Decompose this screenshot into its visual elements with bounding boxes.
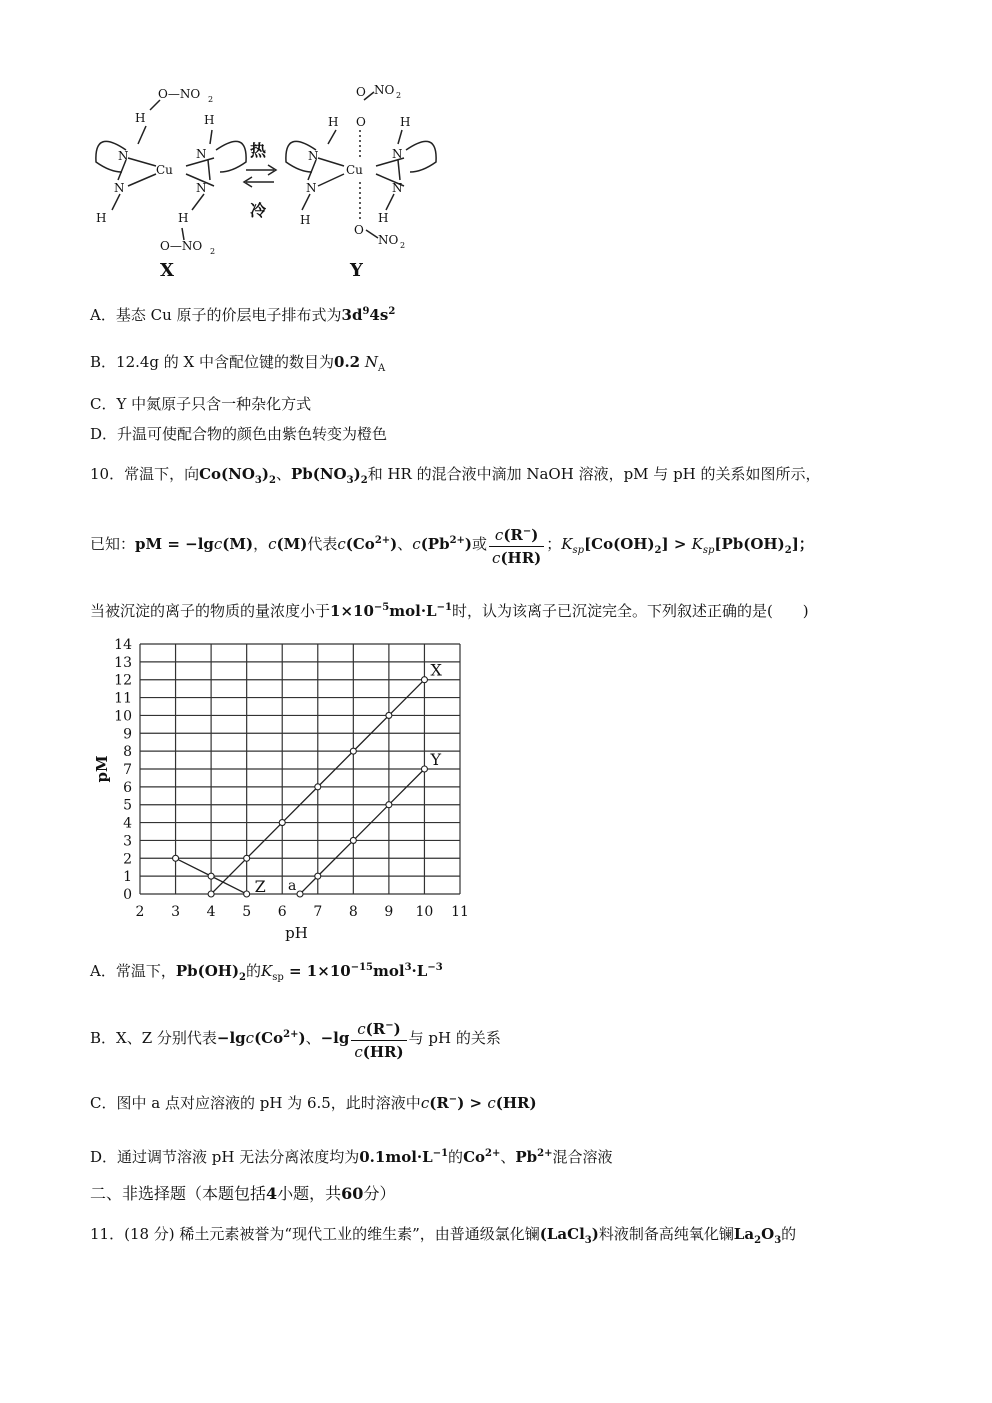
- q9-option-c: C．Y 中氮原子只含一种杂化方式: [90, 395, 312, 413]
- x-tick-label: 5: [242, 904, 252, 920]
- svg-text:H: H: [96, 211, 107, 225]
- complex-structure-diagram: [80, 70, 440, 285]
- x-bottom-o-no2: O—NO: [160, 239, 203, 253]
- y-tick-label: 10: [114, 708, 132, 725]
- data-point-z: [244, 891, 250, 897]
- q9-option-b: B．12.4g 的 X 中含配位键的数目为0.2 $N_A$: [90, 353, 386, 374]
- svg-text:NO: NO: [374, 83, 395, 97]
- svg-text:N: N: [196, 181, 207, 195]
- q10-option-d: D．通过调节溶液 pH 无法分离浓度均为$0.1mol\cdot L^{-1}$的$Co^{2+}$、$Pb^{2+}$混合溶液: [90, 1148, 613, 1166]
- q10-option-b: B．X、Z 分别代表$-\lg c(Co^{2+})$、−lg $\frac{c(R^-)}{c(HR)}$ 与 pH 的关系: [90, 1006, 501, 1067]
- x-tick-label: 10: [415, 904, 434, 920]
- x-tick-label: 7: [313, 904, 323, 920]
- data-point-y: [315, 873, 321, 879]
- data-point-x: [244, 855, 250, 861]
- y-tick-label: 14: [114, 637, 132, 653]
- q10-option-a: A．常温下，$Pb(OH)_2$的$K_{sp} = 1\times 10^{-15}mol^3\cdot L^{-3}$: [90, 962, 443, 983]
- svg-text:N: N: [308, 149, 319, 163]
- y-tick-label: 9: [123, 726, 132, 743]
- cold-label: 冷: [250, 201, 267, 220]
- y-tick-label: 6: [123, 779, 132, 796]
- x-tick-label: 6: [277, 904, 287, 920]
- data-point-y: [386, 802, 392, 808]
- x-axis-label: pH: [285, 924, 308, 942]
- section-2-heading: 二、非选择题（本题包括4小题，共60分）: [90, 1184, 396, 1203]
- r-over-hr-fraction: $\frac{c(R^-)}{c(HR)}$: [489, 521, 544, 569]
- svg-text:O: O: [356, 85, 366, 99]
- svg-text:2: 2: [400, 241, 406, 250]
- y-tick-label: 12: [114, 672, 132, 689]
- y-cu-center: Cu: [346, 163, 363, 177]
- q9-option-a: A．基态 Cu 原子的价层电子排布式为$3d^94s^2$: [90, 306, 396, 324]
- svg-text:H: H: [204, 113, 215, 127]
- svg-text:O: O: [356, 115, 366, 129]
- svg-text:N: N: [114, 181, 125, 195]
- x-tick-label: 9: [384, 904, 394, 920]
- svg-text:2: 2: [208, 95, 214, 104]
- x-tick-label: 4: [206, 904, 216, 920]
- data-point-y: [350, 837, 356, 843]
- data-point-x: [279, 820, 285, 826]
- data-point-y: [297, 891, 303, 897]
- data-point-x: [208, 891, 214, 897]
- svg-text:H: H: [328, 115, 339, 129]
- y-tick-label: 4: [123, 815, 132, 832]
- q11-stem: 11．(18 分) 稀土元素被誉为“现代工业的维生素”，由普通级氯化镧(LaCl$_3$)料液制备高纯氧化镧$La_2O_3$的: [90, 1225, 797, 1246]
- x-label: X: [160, 260, 174, 281]
- y-tick-label: 13: [114, 654, 132, 671]
- svg-text:H: H: [135, 111, 146, 125]
- svg-text:H: H: [300, 213, 311, 227]
- svg-text:H: H: [178, 211, 189, 225]
- data-point-x: [386, 712, 392, 718]
- x-cu-center: Cu: [156, 163, 173, 177]
- y-axis-label: pM: [93, 755, 111, 783]
- svg-text:N: N: [118, 149, 129, 163]
- annotation-point-a: a: [288, 878, 297, 894]
- y-tick-label: 1: [123, 869, 132, 886]
- series-label-y: Y: [430, 750, 442, 769]
- svg-text:NO: NO: [378, 233, 399, 247]
- y-label: Y: [350, 260, 363, 281]
- y-tick-label: 7: [123, 762, 132, 778]
- ph-pm-chart: [85, 632, 485, 947]
- x-tick-label: 3: [171, 904, 181, 920]
- series-label-x: X: [430, 660, 442, 680]
- svg-text:2: 2: [396, 91, 402, 100]
- data-point-y: [421, 766, 427, 772]
- data-point-x: [421, 677, 427, 683]
- y-tick-label: 8: [123, 744, 132, 761]
- y-tick-label: 11: [114, 690, 132, 707]
- x-top-o-no2: O—NO: [158, 87, 201, 101]
- q10-stem-line1: 10．常温下，向$Co(NO_3)_2$、$Pb(NO_3)_2$和 HR 的混合液中滴加 NaOH 溶液，pM 与 pH 的关系如图所示，: [90, 465, 821, 486]
- svg-text:N: N: [306, 181, 317, 195]
- y-tick-label: 3: [123, 833, 132, 850]
- svg-text:N: N: [196, 147, 207, 161]
- q10-stem-line2: 已知：pM = −lgc(M)，c(M)代表$c(Co^{2+})$、$c(Pb^{2+})$或 $\frac{c(R^-)}{c(HR)}$ ；$K_{sp}[Co(OH)_2] > K_{sp}[Pb(OH)_2]$；: [90, 512, 814, 580]
- data-point-x: [350, 748, 356, 754]
- data-point-z: [208, 873, 214, 879]
- y-tick-label: 0: [123, 887, 132, 903]
- svg-text:2: 2: [210, 247, 216, 256]
- heat-label: 热: [250, 141, 267, 160]
- y-tick-label: 2: [123, 851, 132, 868]
- svg-text:N: N: [392, 147, 403, 161]
- q10-stem-line3: 当被沉淀的离子的物质的量浓度小于$1\times 10^{-5}mol\cdot L^{-1}$时，认为该离子已沉淀完全。下列叙述正确的是( ): [90, 602, 809, 620]
- svg-text:H: H: [400, 115, 411, 129]
- data-point-z: [173, 855, 179, 861]
- svg-text:H: H: [378, 211, 389, 225]
- series-label-z: Z: [254, 877, 266, 896]
- svg-text:O: O: [354, 223, 364, 237]
- q9-option-d: D．升温可使配合物的颜色由紫色转变为橙色: [90, 425, 388, 443]
- svg-text:N: N: [392, 181, 403, 195]
- x-tick-label: 2: [135, 904, 145, 920]
- x-tick-label: 8: [348, 904, 358, 920]
- data-point-x: [315, 784, 321, 790]
- option-b-fraction: $\frac{c(R^-)}{c(HR)}$: [351, 1015, 406, 1063]
- x-tick-label: 11: [451, 904, 469, 920]
- y-tick-label: 5: [123, 797, 132, 814]
- q10-option-c: C．图中 a 点对应溶液的 pH 为 6.5，此时溶液中c(R−) > c(HR): [90, 1094, 537, 1112]
